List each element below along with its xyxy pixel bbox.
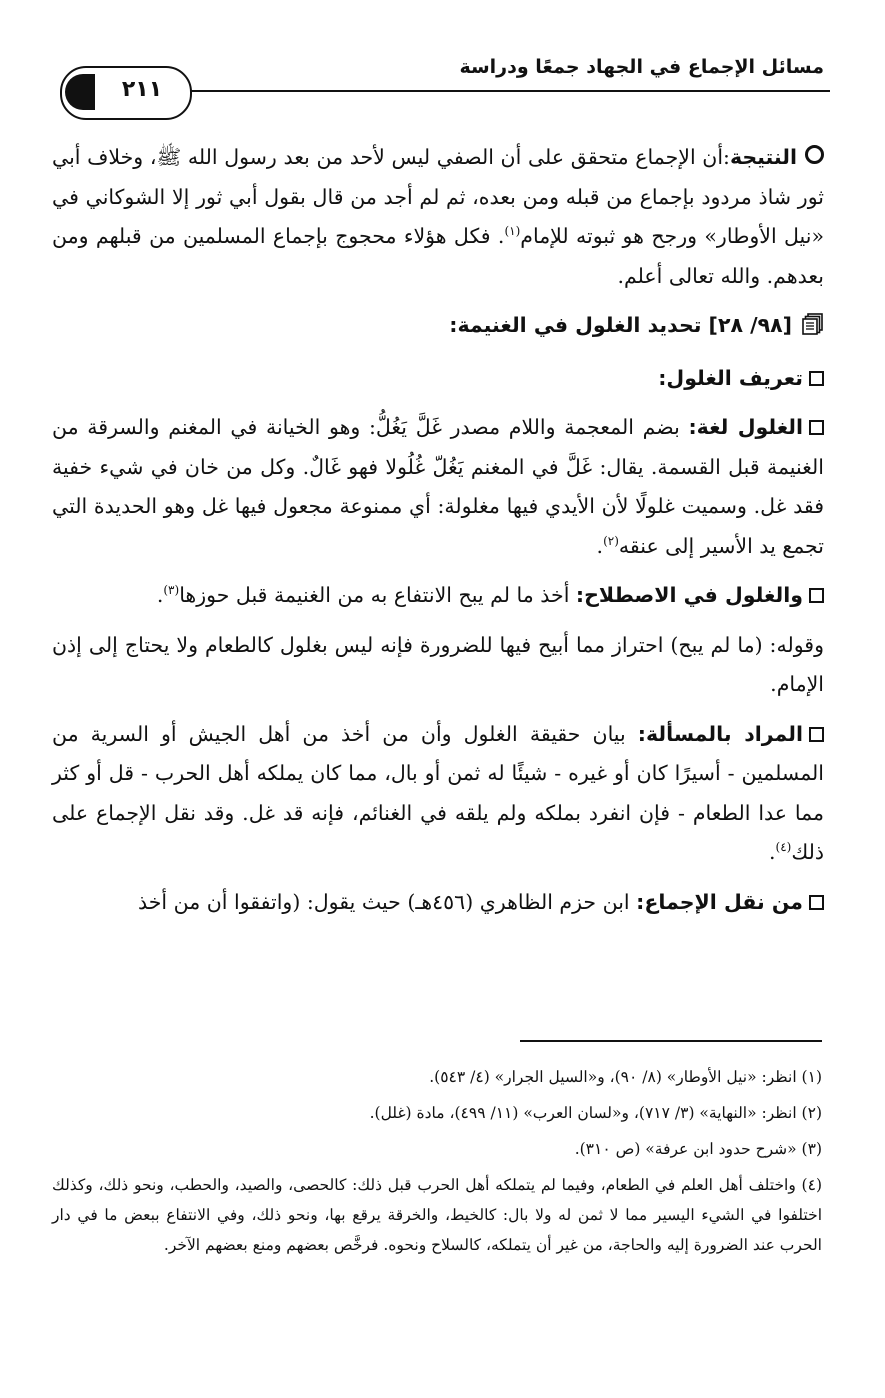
conclusion-paragraph (52, 138, 824, 296)
paragraph-tail: . فكل هؤلاء محجوج بإجماع المسلمين من قبلهم ومن بعدهم. والله تعالى أعلم. (52, 224, 824, 288)
consensus-reporters-paragraph (52, 883, 824, 923)
page-number-badge (60, 66, 192, 120)
linguistic-definition-paragraph (52, 408, 824, 566)
circle-bullet-icon (805, 145, 824, 164)
header-rule (180, 90, 830, 92)
footnote: (٢) انظر: «النهاية» (٣/ ٧١٧)، و«لسان العرب» (١١/ ٤٩٩)، مادة (غلل). (369, 1104, 822, 1122)
paragraph-lead: والغلول في الاصطلاح: (575, 583, 803, 607)
main-text (52, 138, 824, 932)
technical-definition-paragraph (52, 576, 824, 616)
footnotes (52, 1062, 822, 1266)
paragraph-text: بيان حقيقة الغلول وأن من أخذ من أهل الجيش أو السرية من المسلمين - أسيرًا كان أو غيره - شيئًا له ثمن أو بال، مما كان يملكه أهل الحرب - قل أو كثر مما عدا الطعام - فإن انفرد بملكه ولم يلقه في الغنائم، فإنه قد غل. وقد نقل الإجماع على ذلك (52, 721, 824, 864)
section-heading (52, 306, 824, 349)
issue-meaning-paragraph (52, 715, 824, 873)
paragraph-tail: . (768, 840, 776, 864)
footnote-mark: (١) (504, 224, 521, 239)
footnote-mark: (٣) (163, 583, 180, 598)
page-number: ٢١١ (121, 77, 163, 102)
paragraph-lead: تعريف الغلول: (658, 365, 803, 390)
footnote: (٤) واختلف أهل العلم في الطعام، وفيما لم يتملكه أهل الحرب قبل ذلك: كالحصى، والصيد، والحطب، ونحو ذلك، وكذلك اختلفوا في الشيء اليسير مما لا ثمن له ولا بال: كالخيط، والخرقة يرقع بها، ونحو ذلك، وفي الانتفاع ببعض ما في دار الحرب عند الضرورة إليه والحاجة، من غير أن يتملكه، كالسلاح ونحوه. فرخَّص بعضهم ومنع بعضهم الآخر. (52, 1176, 822, 1254)
footnote-mark: (٤) (775, 840, 792, 855)
paragraph-lead: الغلول لغة: (688, 415, 804, 439)
footnote: (٣) «شرح حدود ابن عرفة» (ص ٣١٠). (574, 1140, 822, 1158)
square-bullet-icon (809, 371, 824, 386)
footnote-separator (520, 1040, 822, 1042)
paragraph-lead: المراد بالمسألة: (637, 721, 803, 746)
square-bullet-icon (809, 727, 824, 742)
footnote: (١) انظر: «نيل الأوطار» (٨/ ٩٠)، و«السيل الجرار» (٤/ ٥٤٣). (429, 1068, 822, 1086)
section-heading-text: [٩٨/ ٢٨] تحديد الغلول في الغنيمة: (449, 313, 792, 337)
paragraph-lead: النتيجة (729, 145, 797, 169)
clarification-paragraph (52, 626, 824, 705)
square-bullet-icon (809, 895, 824, 910)
footnote-mark: (٢) (603, 533, 619, 548)
paragraph-text: بضم المعجمة واللام مصدر غَلَّ يَغُلُّ: وهو الخيانة في المغنم والسرقة من الغنيمة قبل القسمة. يقال: غَلَّ في المغنم يَغُلّ غُلُولا فهو غَالٌ. وكل من خان في شيء خفية فقد غل. وسميت غلولًا لأن الأيدي فيها مغلولة: أي ممنوعة مجعول فيها غل وهو الحديدة التي تجمع يد الأسير إلى عنقه (52, 415, 824, 558)
running-title: مسائل الإجماع في الجهاد جمعًا ودراسة (459, 56, 824, 78)
paragraph-text: ابن حزم الظاهري (٤٥٦هـ) حيث يقول: (واتفقوا أن من أخذ (137, 889, 637, 914)
square-bullet-icon (809, 420, 824, 435)
paragraph-text: وقوله: (ما لم يبح) احتراز مما أبيح فيها للضرورة فإنه ليس بغلول كالطعام ولا يحتاج إلى إذن الإمام. (52, 632, 824, 696)
square-bullet-icon (809, 588, 824, 603)
paragraph-text: أخذ ما لم يبح الانتفاع به من الغنيمة قبل حوزها (179, 583, 576, 607)
paragraph-lead: من نقل الإجماع: (636, 889, 803, 914)
page-header (60, 48, 830, 108)
badge-ornament (65, 74, 95, 110)
definition-heading (52, 359, 824, 399)
paragraph-text: :أن الإجماع متحقق على أن الصفي ليس لأحد من بعد رسول الله ﷺ، وخلاف أبي ثور شاذ مردود بإجماع من قبله ومن بعده، ثم لم أجد من قال بقول أبي ثور إلا الشوكاني في «نيل الأوطار» ورجح هو ثبوته للإمام (52, 145, 824, 248)
paragraph-tail: . (596, 533, 604, 558)
paragraph-tail: . (156, 583, 164, 607)
document-stack-icon (802, 309, 824, 349)
